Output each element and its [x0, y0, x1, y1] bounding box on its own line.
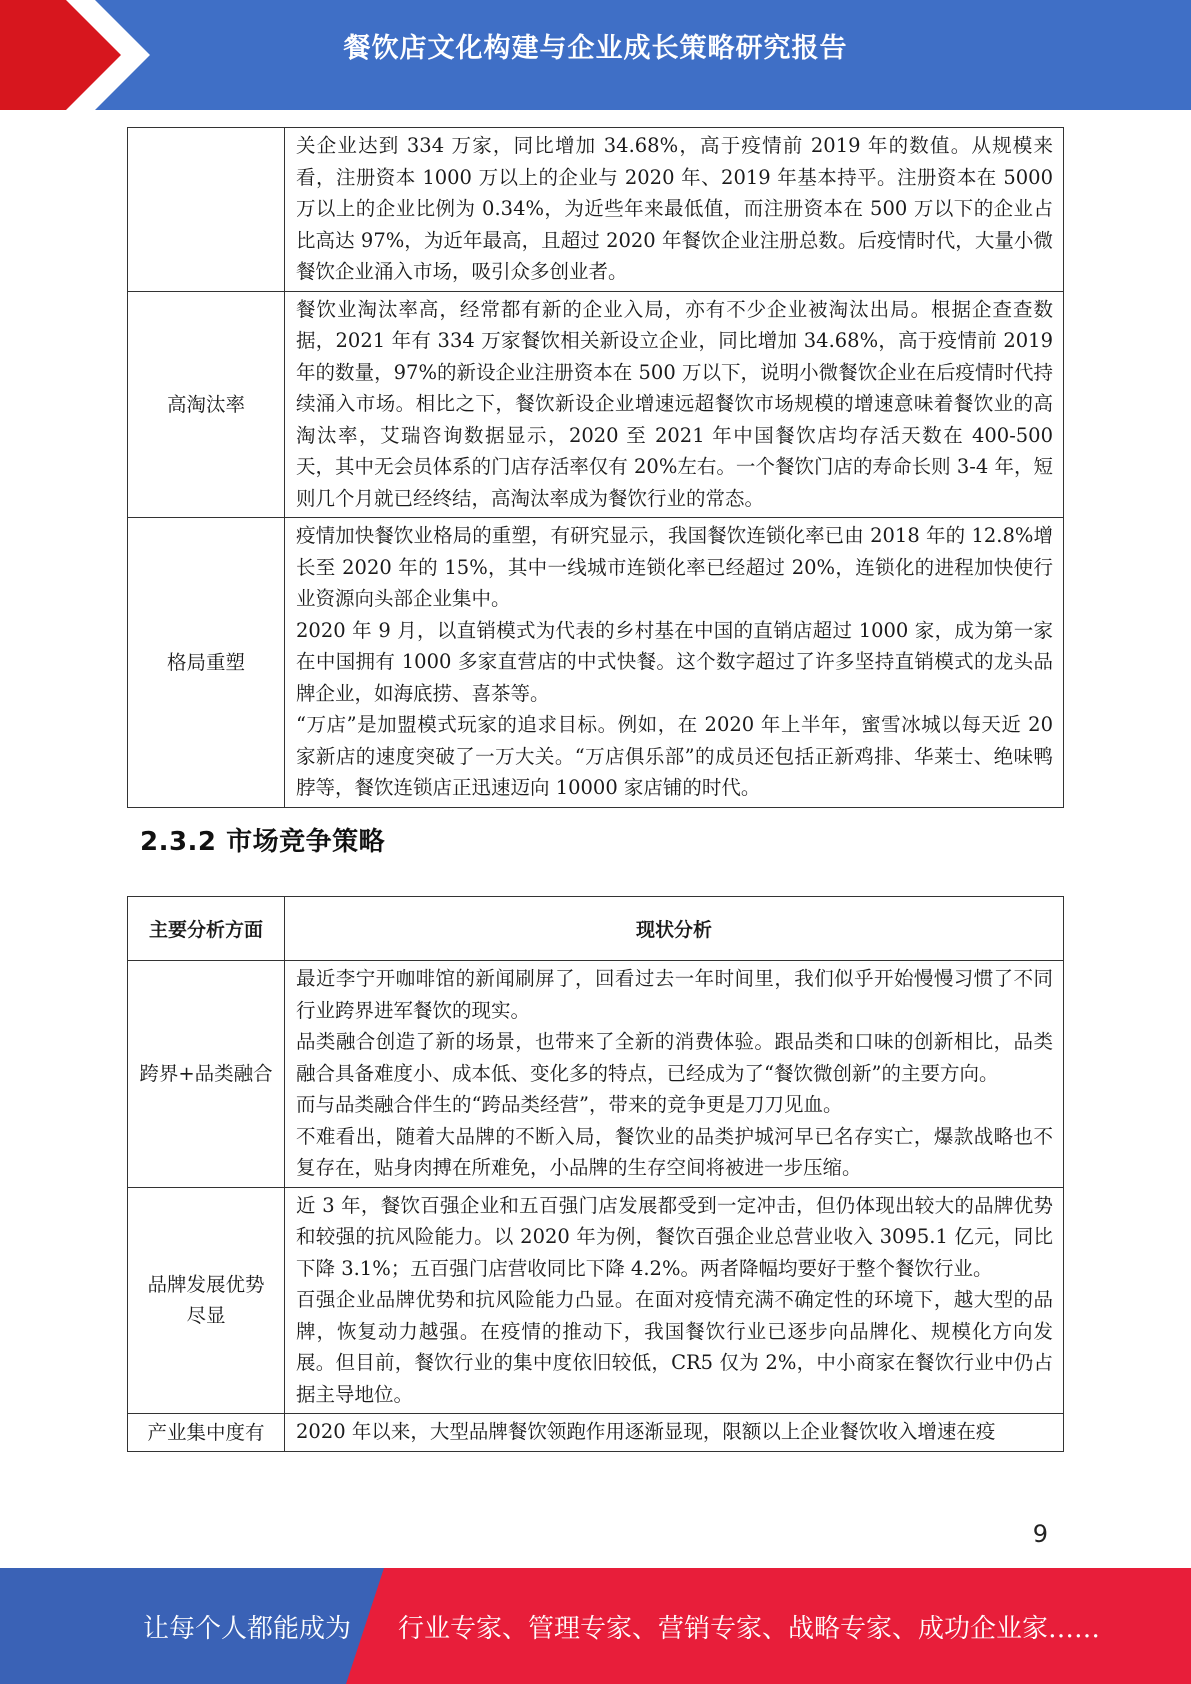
content-paragraph: 疫情加快餐饮业格局的重塑，有研究显示，我国餐饮连锁化率已由 2018 年的 12.8%增长至 2020 年的 15%，其中一线城市连锁化率已经超过 20%，连锁化的进程加快使行业资源向头部企业集中。 [296, 524, 1053, 610]
row-content [285, 1414, 1064, 1452]
content-paragraph: 餐饮业淘汰率高，经常都有新的企业入局，亦有不少企业被淘汰出局。根据企查查数据，2021 年有 334 万家餐饮相关新设立企业，同比增加 34.68%，高于疫情前 2019 年的数量，97%的新设企业注册资本在 500 万以下，说明小微餐饮企业在后疫情时代持续涌入市场。相比之下，餐饮新设企业增速远超餐饮市场规模的增速意味着餐饮业的高淘汰率，艾瑞咨询数据显示，2020 至 2021 年中国餐饮店均存活天数在 400-500 天，其中无会员体系的门店存活率仅有 20%左右。一个餐饮门店的寿命长则 3-4 年，短则几个月就已经终结，高淘汰率成为餐饮行业的常态。 [296, 297, 1053, 510]
page-number: 9 [1032, 1520, 1048, 1548]
row-content [285, 291, 1064, 518]
content-paragraph: 而与品类融合伴生的“跨品类经营”，带来的竞争更是刀刀见血。 [296, 1093, 843, 1116]
table-row [128, 1187, 1064, 1414]
table-row [128, 128, 1064, 292]
content-paragraph: 百强企业品牌优势和抗风险能力凸显。在面对疫情充满不确定性的环境下，越大型的品牌，恢复动力越强。在疫情的推动下，我国餐饮行业已逐步向品牌化、规模化方向发展。但目前，餐饮行业的集中度依旧较低，CR5 仅为 2%，中小商家在餐饮行业中仍占据主导地位。 [296, 1288, 1053, 1406]
content-paragraph: 近 3 年，餐饮百强企业和五百强门店发展都受到一定冲击，但仍体现出较大的品牌优势和较强的抗风险能力。以 2020 年为例，餐饮百强企业总营业收入 3095.1 亿元，同比下降 3.1%；五百强门店营收同比下降 4.2%。两者降幅均要好于整个餐饮行业。 [296, 1193, 1053, 1280]
row-label: 产业集中度有 [128, 1414, 285, 1452]
table-row [128, 518, 1064, 808]
row-label: 跨界+品类融合 [128, 961, 285, 1188]
content-paragraph: 最近李宁开咖啡馆的新闻刷屏了，回看过去一年时间里，我们似乎开始慢慢习惯了不同行业跨界进军餐饮的现实。 [296, 967, 1053, 1022]
continuation-table [127, 127, 1064, 808]
row-content [285, 961, 1064, 1188]
table-row [128, 961, 1064, 1188]
row-label: 高淘汰率 [128, 291, 285, 518]
row-content [285, 1187, 1064, 1414]
section-heading: 2.3.2 市场竞争策略 [140, 827, 386, 857]
row-label: 格局重塑 [128, 518, 285, 808]
content-paragraph: 关企业达到 334 万家，同比增加 34.68%，高于疫情前 2019 年的数值。从规模来看，注册资本 1000 万以上的企业与 2020 年、2019 年基本持平。注册资本在 5000 万以上的企业比例为 0.34%，为近些年来最低值，而注册资本在 500 万以下的企业占比高达 97%，为近年最高，且超过 2020 年餐饮企业注册总数。后疫情时代，大量小微餐饮企业涌入市场，吸引众多创业者。 [296, 134, 1053, 283]
header-title: 餐饮店文化构建与企业成长策略研究报告 [343, 33, 848, 64]
page-footer [0, 1568, 1191, 1684]
content-paragraph: 2020 年 9 月，以直销模式为代表的乡村基在中国的直销店超过 1000 家，成为第一家在中国拥有 1000 多家直营店的中式快餐。这个数字超过了许多坚持直销模式的龙头品牌企业，如海底捞、喜茶等。 [296, 618, 1053, 705]
footer-slogan-right: 行业专家、管理专家、营销专家、战略专家、成功企业家…… [398, 1614, 1101, 1644]
row-content [285, 518, 1064, 808]
table-header-row [128, 897, 1064, 961]
table-row [128, 291, 1064, 518]
page-header [0, 0, 1191, 110]
table-row [128, 1414, 1064, 1452]
row-label: 品牌发展优势尽显 [128, 1187, 285, 1414]
table-header-aspect: 主要分析方面 [128, 897, 285, 961]
content-paragraph: 品类融合创造了新的场景，也带来了全新的消费体验。跟品类和口味的创新相比，品类融合具备难度小、成本低、变化多的特点，已经成为了“餐饮微创新”的主要方向。 [296, 1030, 1053, 1085]
footer-slogan-left: 让每个人都能成为 [143, 1614, 352, 1644]
content-paragraph: 不难看出，随着大品牌的不断入局，餐饮业的品类护城河早已名存实亡，爆款战略也不复存在，贴身肉搏在所难免，小品牌的生存空间将被进一步压缩。 [296, 1124, 1053, 1179]
row-label [128, 128, 285, 292]
content-paragraph: “万店”是加盟模式玩家的追求目标。例如，在 2020 年上半年，蜜雪冰城以每天近 20 家新店的速度突破了一万大关。“万店俱乐部”的成员还包括正新鸡排、华莱士、绝味鸭脖等，餐饮连锁店正迅速迈向 10000 家店铺的时代。 [296, 713, 1053, 799]
content-paragraph: 2020 年以来，大型品牌餐饮领跑作用逐渐显现，限额以上企业餐饮收入增速在疫 [296, 1420, 996, 1443]
row-content [285, 128, 1064, 292]
competition-strategy-table [127, 896, 1064, 1452]
table-header-analysis: 现状分析 [285, 897, 1064, 961]
